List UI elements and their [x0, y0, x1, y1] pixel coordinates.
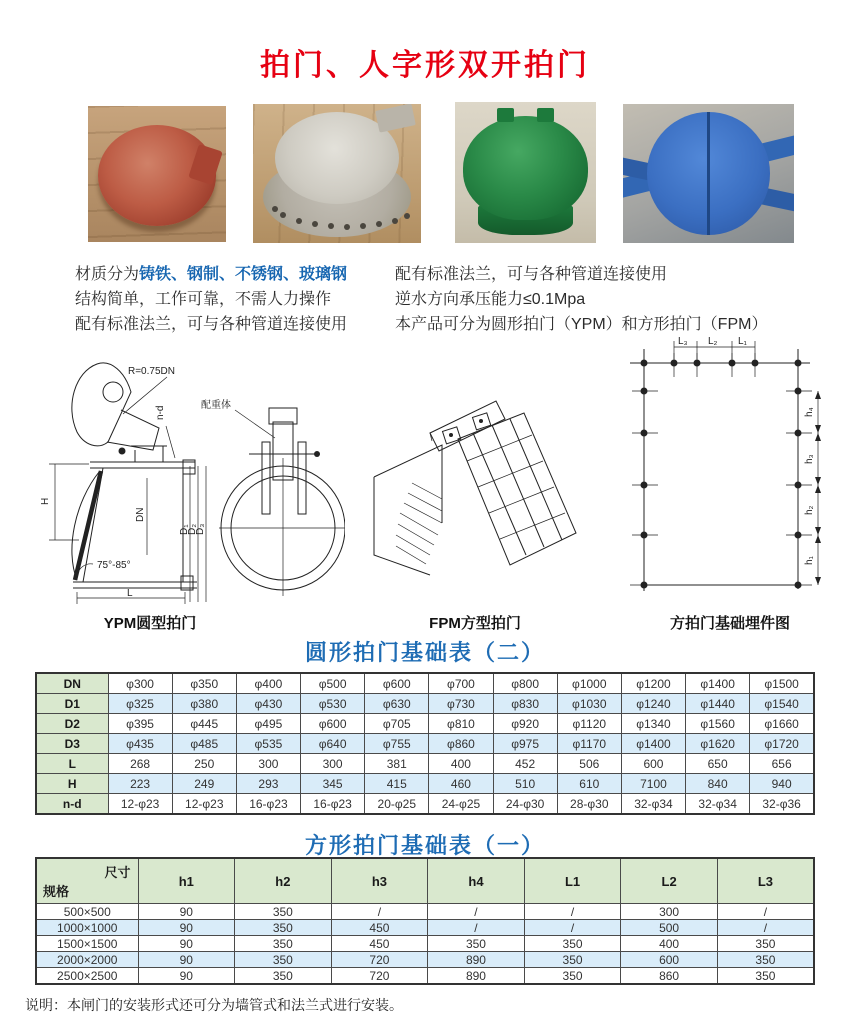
- valve-dome: [463, 116, 587, 220]
- table-cell: φ485: [172, 734, 236, 754]
- table-cell: 415: [365, 774, 429, 794]
- row-label: H: [36, 774, 108, 794]
- table-cell: 450: [331, 936, 428, 952]
- bolt-count-label: n-d: [155, 405, 166, 420]
- table-cell: 20-φ25: [365, 794, 429, 815]
- row-label: n-d: [36, 794, 108, 815]
- table-row: [36, 920, 814, 936]
- table-cell: 890: [428, 952, 525, 968]
- h2-dim-label: h₂: [804, 505, 815, 515]
- table-cell: 300: [236, 754, 300, 774]
- table-cell: 840: [686, 774, 750, 794]
- table-cell: 90: [138, 968, 235, 985]
- table-cell: 32-φ36: [750, 794, 814, 815]
- table-cell: 381: [365, 754, 429, 774]
- table-row: [36, 952, 814, 968]
- table-cell: 268: [108, 754, 172, 774]
- row-label: D2: [36, 714, 108, 734]
- caption-foundation: 方拍门基础埋件图: [669, 615, 790, 632]
- square-table-wrap: [35, 857, 815, 985]
- table-cell: /: [524, 904, 621, 920]
- table-cell: φ1400: [686, 673, 750, 694]
- table-cell: 720: [331, 968, 428, 985]
- table-row: [36, 673, 814, 694]
- table-cell: 32-φ34: [621, 794, 685, 815]
- row-label: D3: [36, 734, 108, 754]
- page-title: 拍门、人字形双开拍门: [260, 49, 590, 82]
- column-header: L2: [621, 858, 718, 904]
- table-row: [36, 694, 814, 714]
- spec-cell: 2000×2000: [36, 952, 138, 968]
- table-cell: 293: [236, 774, 300, 794]
- table-cell: φ1620: [686, 734, 750, 754]
- spec-cell: 2500×2500: [36, 968, 138, 985]
- spec-cell: 500×500: [36, 904, 138, 920]
- table-cell: φ1440: [686, 694, 750, 714]
- table-cell: φ535: [236, 734, 300, 754]
- table-cell: φ1000: [557, 673, 621, 694]
- round-table-body: [36, 673, 814, 814]
- angle-label: 75°-85°: [97, 560, 131, 571]
- table-cell: 300: [301, 754, 365, 774]
- table-cell: φ640: [301, 734, 365, 754]
- table-cell: 350: [717, 952, 814, 968]
- table-cell: 400: [621, 936, 718, 952]
- table-row: [36, 904, 814, 920]
- corner-header-cell: [36, 858, 138, 904]
- table-cell: 600: [621, 952, 718, 968]
- table-cell: φ435: [108, 734, 172, 754]
- table-cell: 350: [428, 936, 525, 952]
- table-cell: φ430: [236, 694, 300, 714]
- table-cell: 400: [429, 754, 493, 774]
- column-header: L1: [524, 858, 621, 904]
- l2-dim-label: L₂: [708, 336, 718, 347]
- table-cell: φ1120: [557, 714, 621, 734]
- l1-dim-label: L₁: [738, 336, 747, 347]
- table-cell: 350: [235, 904, 332, 920]
- table-cell: 24-φ30: [493, 794, 557, 815]
- table-cell: 16-φ23: [301, 794, 365, 815]
- table-cell: φ1340: [621, 714, 685, 734]
- feature-line: 本产品可分为圆形拍门（YPM）和方形拍门（FPM）: [395, 316, 768, 333]
- caption-fpm: FPM方型拍门: [429, 615, 521, 632]
- table-cell: /: [428, 904, 525, 920]
- table-cell: φ810: [429, 714, 493, 734]
- photo-red-flap-valve: [88, 106, 226, 242]
- round-valve-foundation-table: [35, 672, 815, 815]
- table-cell: φ830: [493, 694, 557, 714]
- d1-dim-label: D₁: [179, 524, 190, 535]
- table-cell: φ975: [493, 734, 557, 754]
- table-cell: 460: [429, 774, 493, 794]
- table-header-row: [36, 858, 814, 904]
- feature-line: 材质分为铸铁、钢制、不锈钢、玻璃钢: [75, 266, 348, 283]
- table-cell: φ350: [172, 673, 236, 694]
- drawing-ypm-valve: [35, 350, 345, 608]
- photo-gray-flap-valve: [253, 104, 421, 243]
- table-cell: 350: [524, 968, 621, 985]
- hinge-lug: [497, 108, 514, 122]
- table-cell: φ1560: [686, 714, 750, 734]
- table-cell: φ530: [301, 694, 365, 714]
- feature-line: 配有标准法兰，可与各种管道连接使用: [395, 266, 668, 283]
- h1-dim-label: h₁: [804, 556, 815, 565]
- table-cell: 890: [428, 968, 525, 985]
- table-cell: /: [331, 904, 428, 920]
- row-label: L: [36, 754, 108, 774]
- table-cell: 450: [331, 920, 428, 936]
- round-table-title: 圆形拍门基础表（二）: [304, 640, 545, 665]
- spec-cell: 1000×1000: [36, 920, 138, 936]
- table-cell: φ1660: [750, 714, 814, 734]
- table-cell: 350: [524, 952, 621, 968]
- table-cell: φ1500: [750, 673, 814, 694]
- h4-dim-label: h₄: [804, 407, 815, 417]
- table-cell: 350: [717, 936, 814, 952]
- table-cell: 24-φ25: [429, 794, 493, 815]
- table-cell: φ300: [108, 673, 172, 694]
- dn-dim-label: DN: [135, 507, 146, 522]
- table-cell: φ1400: [621, 734, 685, 754]
- round-table-wrap: [35, 672, 815, 815]
- corner-label-spec: 规格: [43, 884, 70, 899]
- table-cell: φ445: [172, 714, 236, 734]
- table-cell: 90: [138, 904, 235, 920]
- spec-cell: 1500×1500: [36, 936, 138, 952]
- table-row: [36, 774, 814, 794]
- l3-dim-label: L₃: [678, 336, 688, 347]
- table-cell: 32-φ34: [686, 794, 750, 815]
- table-cell: φ1720: [750, 734, 814, 754]
- d3-dim-label: D₃: [195, 523, 206, 535]
- table-cell: 12-φ23: [172, 794, 236, 815]
- radius-label: R=0.75DN: [128, 366, 175, 377]
- table-cell: 300: [621, 904, 718, 920]
- table-cell: 506: [557, 754, 621, 774]
- table-cell: φ380: [172, 694, 236, 714]
- row-label: D1: [36, 694, 108, 714]
- table-cell: φ500: [301, 673, 365, 694]
- install-note: 说明：本闸门的安装形式还可分为墙管式和法兰式进行安装。: [25, 997, 403, 1013]
- photo-green-flap-valve: [455, 102, 596, 243]
- table-cell: φ1540: [750, 694, 814, 714]
- feature-line: 配有标准法兰，可与各种管道连接使用: [75, 316, 348, 333]
- table-cell: 12-φ23: [108, 794, 172, 815]
- feature-line: 逆水方向承压能力≤0.1Mpa: [395, 291, 586, 308]
- table-cell: /: [717, 920, 814, 936]
- table-cell: 452: [493, 754, 557, 774]
- table-cell: φ400: [236, 673, 300, 694]
- column-header: h1: [138, 858, 235, 904]
- table-cell: /: [717, 904, 814, 920]
- table-cell: φ600: [365, 673, 429, 694]
- table-cell: 650: [686, 754, 750, 774]
- table-cell: 860: [621, 968, 718, 985]
- material-highlight: 铸铁、钢制、不锈钢、玻璃钢: [139, 266, 348, 283]
- drawing-fpm-valve: [372, 383, 584, 601]
- table-cell: 16-φ23: [236, 794, 300, 815]
- table-cell: 90: [138, 936, 235, 952]
- table-cell: 345: [301, 774, 365, 794]
- h-dim-label: H: [40, 497, 51, 505]
- table-cell: φ920: [493, 714, 557, 734]
- feature-list-right: [395, 262, 825, 337]
- l-dim-label: L: [127, 588, 133, 599]
- table-cell: 720: [331, 952, 428, 968]
- table-cell: 28-φ30: [557, 794, 621, 815]
- table-cell: 350: [235, 936, 332, 952]
- table-cell: 940: [750, 774, 814, 794]
- table-row: [36, 734, 814, 754]
- table-cell: φ1030: [557, 694, 621, 714]
- h3-dim-label: h₃: [804, 454, 815, 464]
- table-cell: φ700: [429, 673, 493, 694]
- row-label: DN: [36, 673, 108, 694]
- caption-ypm: YPM圆型拍门: [103, 615, 197, 632]
- table-cell: 7100: [621, 774, 685, 794]
- feature-list-left: [75, 262, 395, 337]
- table-cell: φ755: [365, 734, 429, 754]
- table-cell: 350: [717, 968, 814, 985]
- table-cell: 500: [621, 920, 718, 936]
- table-row: [36, 936, 814, 952]
- table-cell: 600: [621, 754, 685, 774]
- table-cell: φ600: [301, 714, 365, 734]
- square-valve-foundation-table: [35, 857, 815, 985]
- table-cell: 250: [172, 754, 236, 774]
- table-cell: φ395: [108, 714, 172, 734]
- table-row: [36, 754, 814, 774]
- table-cell: φ495: [236, 714, 300, 734]
- table-cell: /: [524, 920, 621, 936]
- table-cell: φ1200: [621, 673, 685, 694]
- column-header: h3: [331, 858, 428, 904]
- table-cell: 656: [750, 754, 814, 774]
- column-header: h2: [235, 858, 332, 904]
- table-cell: 350: [235, 952, 332, 968]
- table-cell: φ630: [365, 694, 429, 714]
- column-header: h4: [428, 858, 525, 904]
- table-cell: 90: [138, 920, 235, 936]
- hinge-lug: [537, 108, 554, 122]
- table-row: [36, 968, 814, 985]
- d2-dim-label: D₂: [187, 523, 198, 535]
- corner-label-size: 尺寸: [104, 865, 131, 880]
- square-table-title: 方形拍门基础表（一）: [304, 833, 545, 858]
- table-cell: φ1170: [557, 734, 621, 754]
- table-cell: φ325: [108, 694, 172, 714]
- column-header: L3: [717, 858, 814, 904]
- table-cell: 223: [108, 774, 172, 794]
- photo-blue-double-flap-valve: [623, 104, 794, 243]
- table-cell: 350: [235, 968, 332, 985]
- table-cell: φ800: [493, 673, 557, 694]
- table-cell: φ730: [429, 694, 493, 714]
- table-cell: φ1240: [621, 694, 685, 714]
- table-cell: 610: [557, 774, 621, 794]
- table-cell: φ860: [429, 734, 493, 754]
- square-table-body: [36, 904, 814, 985]
- door-split-line: [707, 112, 710, 234]
- table-row: [36, 714, 814, 734]
- table-cell: /: [428, 920, 525, 936]
- table-row: [36, 794, 814, 815]
- table-cell: 249: [172, 774, 236, 794]
- table-cell: 350: [524, 936, 621, 952]
- table-cell: 350: [235, 920, 332, 936]
- table-cell: 510: [493, 774, 557, 794]
- feature-line: 结构简单，工作可靠，不需人力操作: [75, 291, 332, 308]
- drawing-foundation-embedment: [612, 333, 830, 607]
- counterweight-label: 配重体: [201, 400, 231, 411]
- table-cell: φ705: [365, 714, 429, 734]
- table-cell: 90: [138, 952, 235, 968]
